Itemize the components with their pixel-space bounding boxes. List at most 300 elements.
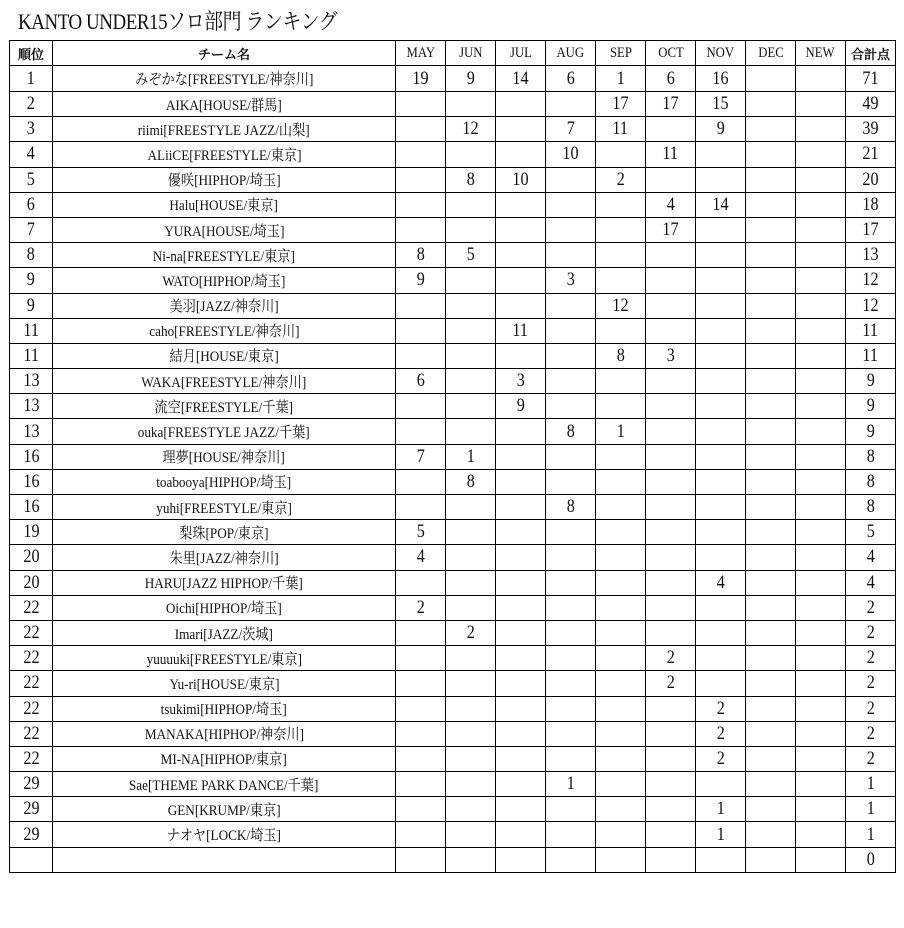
score-cell [746,646,796,671]
score-value: 11 [662,143,679,165]
rank-value: 16 [22,496,40,518]
total-cell [846,167,896,192]
team-name-cell [53,268,396,293]
header-rank: 順位 [10,41,53,66]
table-row [10,217,896,242]
total-value: 2 [866,622,875,644]
score-cell [746,217,796,242]
score-cell [596,419,646,444]
score-value: 19 [412,67,429,89]
score-value: 9 [516,395,525,417]
team-name: caho[FREESTYLE/神奈川] [148,324,300,341]
score-cell [496,419,546,444]
score-cell [746,721,796,746]
rank-cell [10,369,53,394]
score-cell [596,117,646,142]
team-name: Ni-na[FREESTYLE/東京] [152,248,296,265]
score-cell [546,797,596,822]
score-value: 8 [566,496,575,518]
table-row [10,469,896,494]
score-value: 2 [666,672,675,694]
table-row [10,293,896,318]
team-name: HARU[JAZZ HIPHOP/千葉] [144,576,304,593]
score-cell [396,469,446,494]
score-cell [496,318,546,343]
score-cell [396,772,446,797]
score-cell [396,671,446,696]
score-cell [696,343,746,368]
score-cell [696,746,746,771]
score-cell [796,192,846,217]
score-value: 12 [462,118,479,140]
rank-cell [10,746,53,771]
table-row [10,797,896,822]
score-cell [696,293,746,318]
score-cell [696,66,746,92]
table-row [10,721,896,746]
score-cell [496,721,546,746]
score-cell [646,444,696,469]
score-cell [746,696,796,721]
score-value: 10 [512,168,529,190]
score-cell [796,92,846,117]
score-value: 8 [416,244,425,266]
score-cell [796,495,846,520]
score-cell [746,797,796,822]
score-cell [796,293,846,318]
team-name: みぞかな[FREESTYLE/神奈川] [134,72,314,88]
rank-cell [10,343,53,368]
team-name: Imari[JAZZ/茨城] [174,626,274,643]
total-value: 0 [866,848,875,870]
score-cell [546,595,596,620]
score-cell [796,318,846,343]
rank-cell [10,822,53,847]
total-cell [846,243,896,268]
score-cell [796,520,846,545]
score-cell [446,746,496,771]
total-cell [846,92,896,117]
table-row [10,646,896,671]
total-value: 11 [862,319,879,341]
rank-value: 20 [22,571,40,593]
score-cell [746,746,796,771]
score-cell [696,847,746,872]
score-cell [396,66,446,92]
score-value: 1 [716,823,725,845]
score-cell [746,142,796,167]
rank-cell [10,620,53,645]
score-cell [446,419,496,444]
score-cell [596,394,646,419]
score-cell [596,495,646,520]
score-cell [446,167,496,192]
rank-value: 22 [22,647,40,669]
team-name-cell [53,369,396,394]
score-cell [496,797,546,822]
score-cell [446,394,496,419]
score-cell [396,92,446,117]
rank-cell [10,142,53,167]
score-cell [746,92,796,117]
team-name-cell [53,192,396,217]
team-name-cell [53,394,396,419]
rank-cell [10,66,53,92]
score-cell [696,570,746,595]
table-row [10,66,896,92]
score-cell [696,797,746,822]
score-cell [746,268,796,293]
team-name-cell [53,671,396,696]
score-cell [796,595,846,620]
score-cell [696,268,746,293]
total-value: 12 [862,294,879,316]
score-cell [596,545,646,570]
rank-value: 22 [22,722,40,744]
score-cell [696,671,746,696]
score-cell [496,469,546,494]
score-cell [696,545,746,570]
score-cell [746,444,796,469]
score-cell [746,318,796,343]
team-name: 優咲[HIPHOP/埼玉] [167,173,281,190]
score-cell [446,495,496,520]
header-month: SEP [596,41,646,66]
total-value: 8 [866,470,875,492]
score-cell [546,419,596,444]
score-cell [546,444,596,469]
score-cell [396,167,446,192]
score-cell [596,343,646,368]
score-cell [746,847,796,872]
total-value: 4 [866,546,875,568]
score-cell [596,721,646,746]
score-cell [546,217,596,242]
team-name-cell [53,293,396,318]
score-cell [496,92,546,117]
score-cell [446,192,496,217]
table-row [10,772,896,797]
score-cell [596,243,646,268]
total-cell [846,595,896,620]
total-cell [846,797,896,822]
score-cell [646,495,696,520]
total-value: 39 [862,118,879,140]
score-cell [646,545,696,570]
team-name: ALiiCE[FREESTYLE/東京] [147,147,301,164]
score-value: 11 [612,118,629,140]
score-cell [746,117,796,142]
score-value: 14 [512,67,529,89]
score-cell [446,646,496,671]
score-cell [446,117,496,142]
score-cell [696,595,746,620]
score-cell [796,721,846,746]
team-name: toabooya[HIPHOP/埼玉] [156,475,292,492]
total-cell [846,217,896,242]
score-cell [796,822,846,847]
score-value: 11 [512,319,529,341]
score-cell [546,847,596,872]
score-cell [496,394,546,419]
score-cell [646,369,696,394]
score-value: 7 [566,118,575,140]
team-name-cell [53,419,396,444]
score-cell [646,268,696,293]
rank-cell [10,545,53,570]
score-cell [746,469,796,494]
score-cell [546,167,596,192]
score-value: 6 [416,370,425,392]
team-name-cell [53,595,396,620]
score-cell [446,318,496,343]
score-cell [796,117,846,142]
team-name: Sae[THEME PARK DANCE/千葉] [129,777,319,794]
score-cell [396,243,446,268]
score-cell [796,646,846,671]
score-cell [796,746,846,771]
score-cell [446,66,496,92]
team-name: Halu[HOUSE/東京] [169,198,279,215]
score-cell [446,822,496,847]
total-value: 2 [866,722,875,744]
score-cell [696,822,746,847]
score-cell [546,620,596,645]
score-cell [396,620,446,645]
score-cell [796,620,846,645]
table-row [10,595,896,620]
score-cell [696,444,746,469]
score-value: 17 [612,93,629,115]
score-cell [496,117,546,142]
rank-value: 13 [22,395,40,417]
rank-value: 22 [22,596,40,618]
score-cell [396,268,446,293]
score-cell [496,570,546,595]
total-value: 8 [866,496,875,518]
score-cell [596,570,646,595]
rank-cell [10,243,53,268]
table-row [10,394,896,419]
score-cell [496,520,546,545]
rank-value: 22 [22,697,40,719]
total-value: 71 [862,67,879,89]
score-cell [646,520,696,545]
team-name-cell [53,117,396,142]
score-cell [596,66,646,92]
rank-cell [10,217,53,242]
team-name-cell [53,167,396,192]
score-value: 4 [716,571,725,593]
total-value: 49 [862,93,879,115]
score-cell [746,419,796,444]
score-cell [496,243,546,268]
score-cell [646,167,696,192]
header-month: NEW [796,41,846,66]
table-row [10,620,896,645]
total-cell [846,646,896,671]
score-cell [546,570,596,595]
table-row [10,167,896,192]
score-cell [646,469,696,494]
table-row [10,520,896,545]
score-cell [546,495,596,520]
total-value: 9 [866,420,875,442]
score-cell [546,343,596,368]
rank-cell [10,92,53,117]
total-cell [846,721,896,746]
score-cell [546,92,596,117]
score-cell [496,369,546,394]
rank-cell [10,847,53,872]
score-cell [546,268,596,293]
score-cell [646,646,696,671]
score-cell [746,243,796,268]
table-row [10,343,896,368]
score-cell [396,570,446,595]
score-value: 4 [666,193,675,215]
team-name: 美羽[JAZZ/神奈川] [169,299,279,316]
team-name: MANAKA[HIPHOP/神奈川] [144,727,304,744]
score-cell [396,419,446,444]
page-title: KANTO UNDER15ソロ部門 ランキング [18,9,338,34]
score-cell [496,444,546,469]
score-cell [546,520,596,545]
table-row [10,444,896,469]
score-cell [446,797,496,822]
score-cell [746,545,796,570]
total-value: 9 [866,370,875,392]
rank-cell [10,520,53,545]
rank-value: 19 [22,521,40,543]
score-value: 2 [616,168,625,190]
total-cell [846,671,896,696]
score-value: 1 [616,420,625,442]
score-cell [546,66,596,92]
score-cell [646,797,696,822]
total-cell [846,419,896,444]
score-cell [796,343,846,368]
score-value: 3 [666,344,675,366]
rank-cell [10,469,53,494]
rank-value: 11 [23,344,39,366]
score-cell [546,721,596,746]
total-cell [846,570,896,595]
team-name-cell [53,721,396,746]
score-cell [396,822,446,847]
total-cell [846,192,896,217]
score-cell [596,847,646,872]
score-cell [396,646,446,671]
score-cell [696,772,746,797]
team-name-cell [53,318,396,343]
score-value: 3 [516,370,525,392]
score-cell [446,217,496,242]
total-cell [846,772,896,797]
score-cell [796,772,846,797]
score-cell [446,369,496,394]
score-cell [796,142,846,167]
score-cell [796,217,846,242]
total-cell [846,394,896,419]
score-cell [396,721,446,746]
score-cell [596,520,646,545]
team-name-cell [53,570,396,595]
score-cell [546,192,596,217]
total-cell [846,318,896,343]
score-value: 17 [662,93,679,115]
score-cell [746,343,796,368]
score-value: 9 [416,269,425,291]
total-value: 2 [866,747,875,769]
score-cell [396,696,446,721]
total-cell [846,142,896,167]
table-row [10,570,896,595]
table-row [10,243,896,268]
score-value: 2 [666,647,675,669]
score-value: 12 [612,294,629,316]
score-cell [496,217,546,242]
team-name: MI-NA[HIPHOP/東京] [160,752,288,769]
score-cell [446,243,496,268]
score-cell [546,646,596,671]
score-cell [596,167,646,192]
score-cell [396,142,446,167]
score-value: 4 [416,546,425,568]
score-cell [446,268,496,293]
score-cell [546,545,596,570]
score-cell [496,646,546,671]
team-name-cell [53,746,396,771]
score-value: 2 [716,697,725,719]
header-month: JUN [446,41,496,66]
score-cell [696,318,746,343]
score-cell [696,167,746,192]
team-name-cell [53,343,396,368]
team-name-cell [53,620,396,645]
team-name: WATO[HIPHOP/埼玉] [162,273,286,290]
score-value: 1 [616,67,625,89]
team-name: YURA[HOUSE/埼玉] [163,223,285,240]
score-cell [696,469,746,494]
rank-value: 9 [26,269,36,291]
rank-cell [10,419,53,444]
total-cell [846,117,896,142]
score-cell [546,772,596,797]
total-cell [846,822,896,847]
score-cell [696,696,746,721]
rank-value: 22 [22,672,40,694]
total-value: 1 [866,773,875,795]
score-cell [596,772,646,797]
table-row [10,847,896,872]
score-cell [496,192,546,217]
score-cell [696,646,746,671]
score-cell [746,671,796,696]
rank-value: 5 [26,168,36,190]
score-cell [496,167,546,192]
score-cell [546,822,596,847]
header-row [10,41,896,66]
score-cell [796,797,846,822]
rank-value: 7 [26,219,36,241]
total-value: 12 [862,269,879,291]
team-name-cell [53,217,396,242]
team-name-cell [53,92,396,117]
score-value: 14 [712,193,729,215]
score-cell [446,696,496,721]
score-cell [446,721,496,746]
